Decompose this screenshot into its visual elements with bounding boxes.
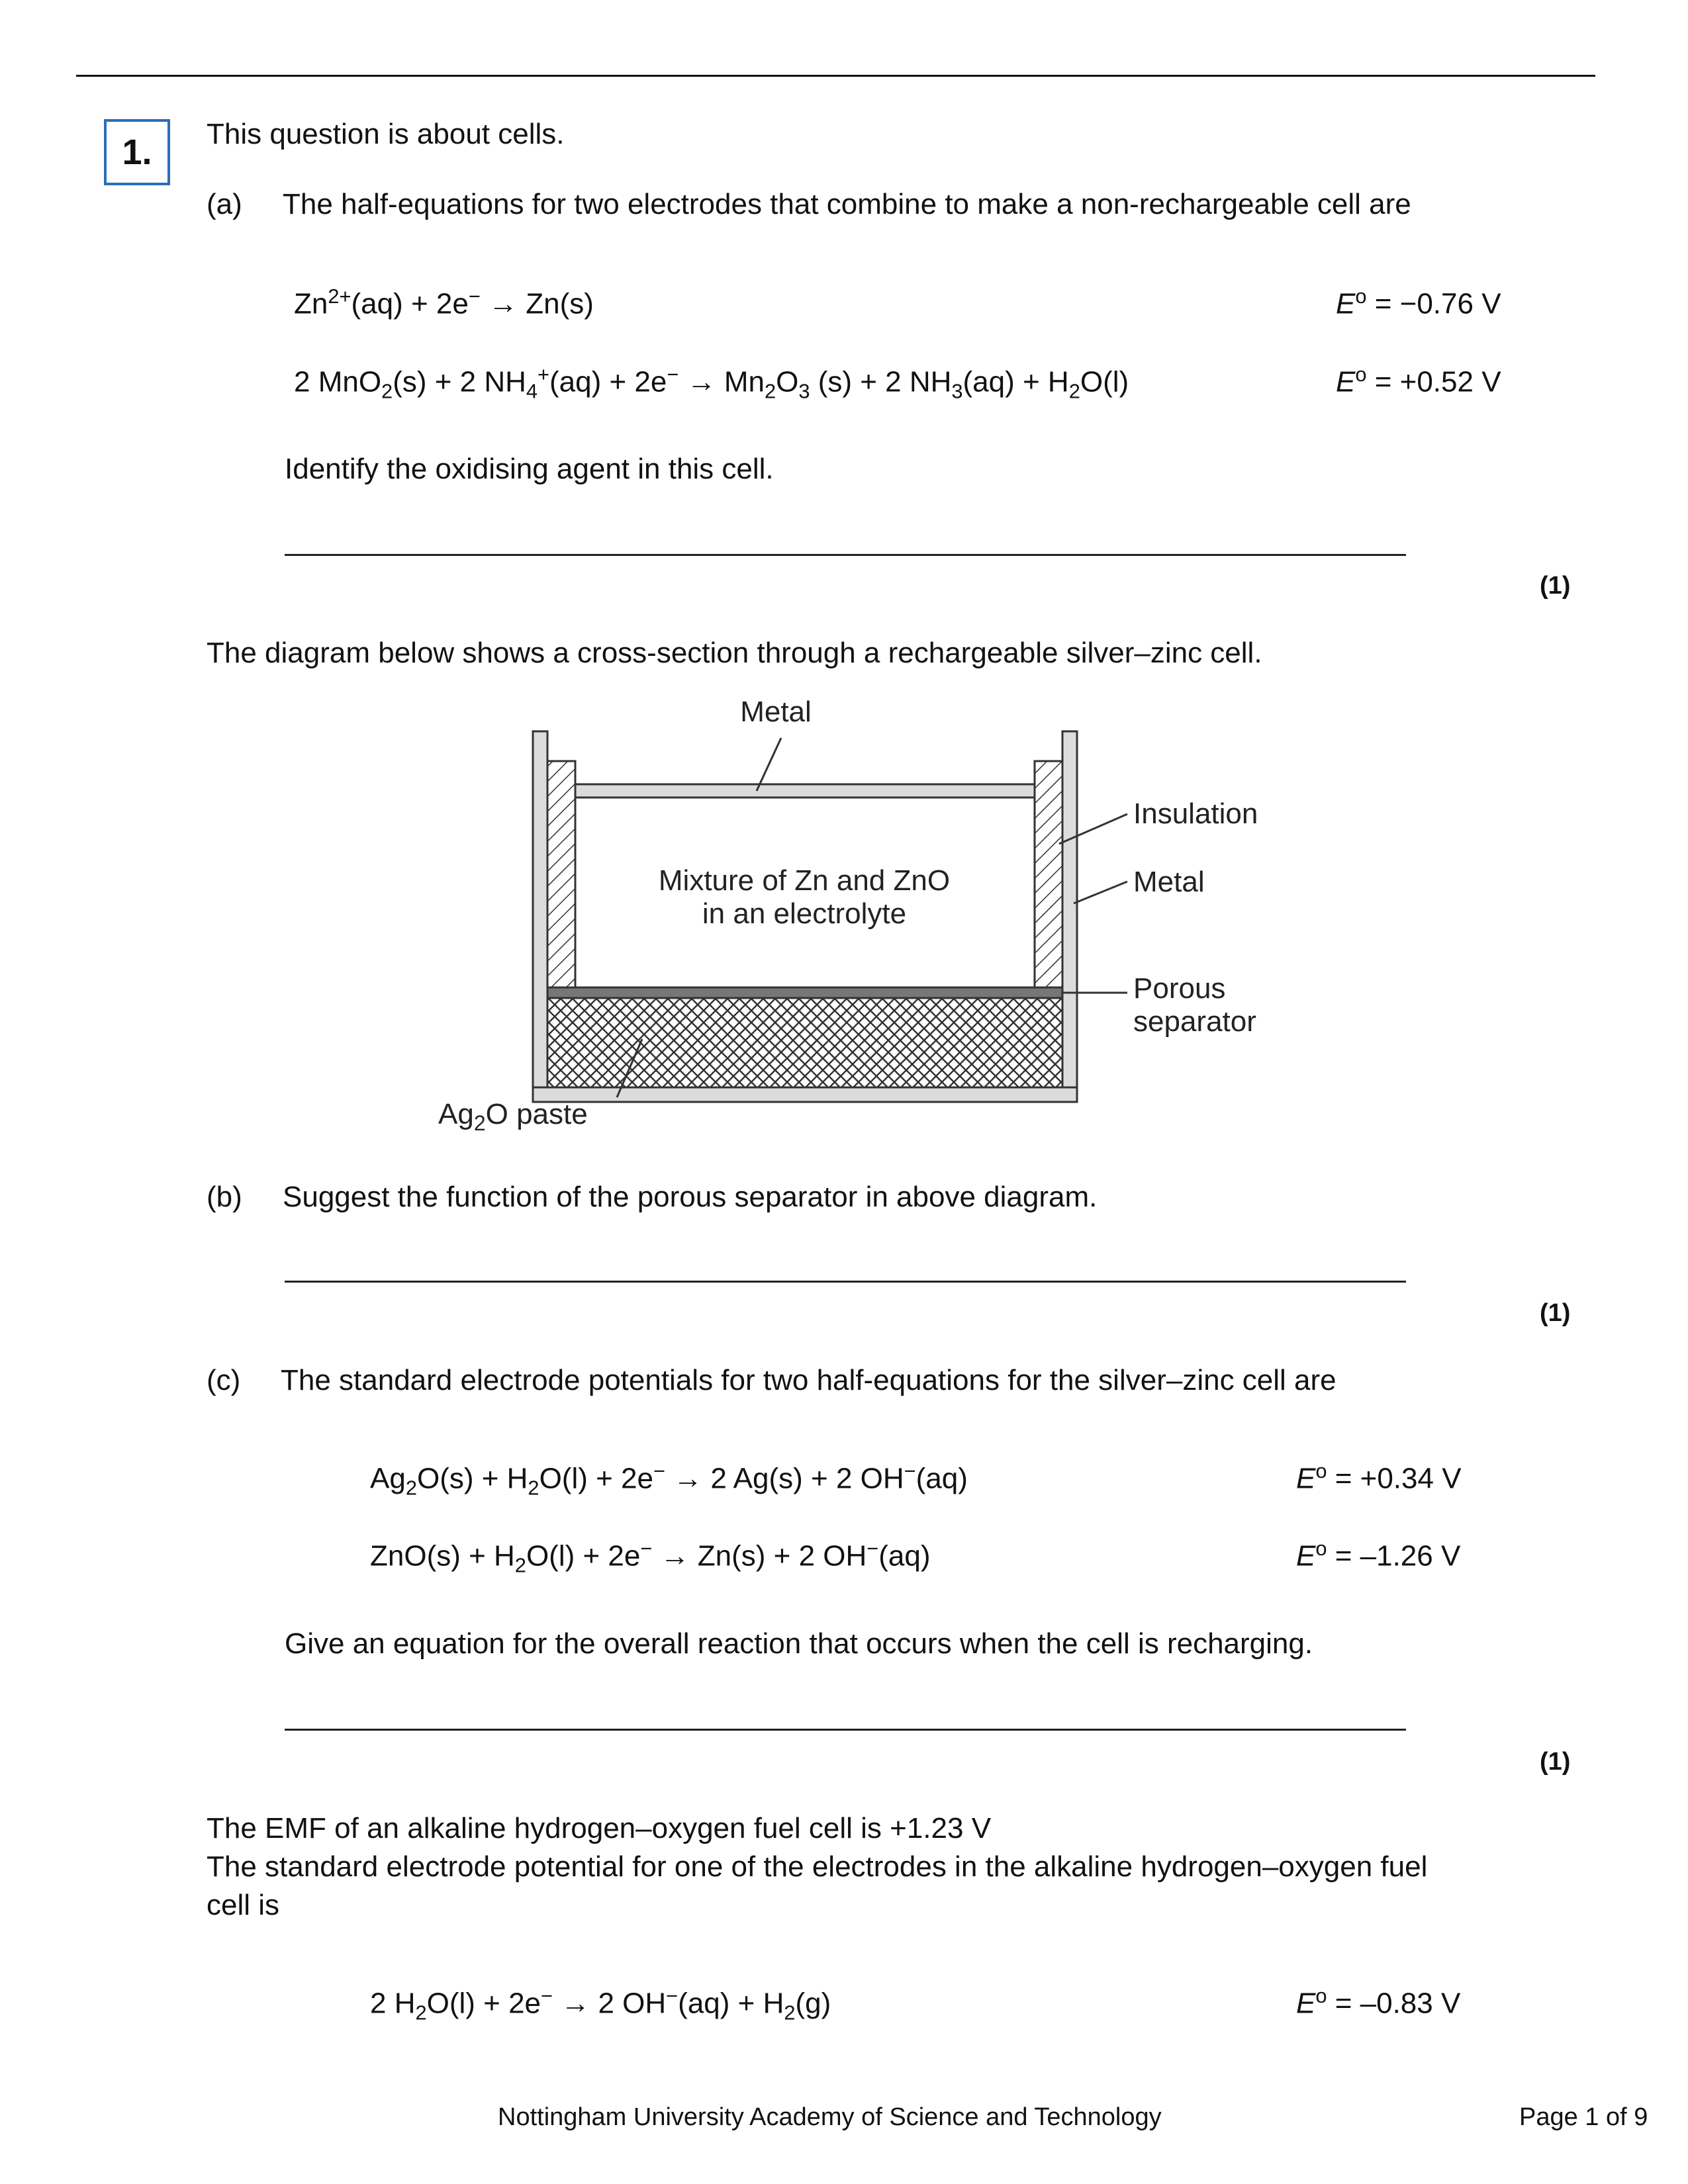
part-a-marks: (1) (1540, 572, 1571, 600)
part-a-equation-1: $Zn^{2+}(aq) + 2e^- \to Zn(s)$ (294, 285, 594, 320)
part-c-equation-1: $Ag_2O(s) + H_2O(l) + 2e^- \to 2$ Ag(s) + 2 OH−(aq) (370, 1459, 968, 1500)
part-a-label: (a) (207, 188, 242, 220)
top-metal-plate (575, 784, 1035, 797)
ag2o-paste (547, 998, 1062, 1087)
fuel-cell-line-1: The EMF of an alkaline hydrogen–oxygen fuel cell is +1.23 V (207, 1812, 992, 1844)
part-c-equation-2: $ZnO(s) + H_2O(l) + 2e^- \to Zn(s) + 2$ OH−(aq) (370, 1537, 931, 1577)
label-metal-side: Metal (1133, 866, 1205, 898)
label-insulation: Insulation (1133, 797, 1258, 830)
fuel-cell-potential: $E^o = -0.83$ V (1296, 1984, 1461, 2020)
part-a-text: The half-equations for two electrodes that combine to make a non-rechargeable cell are (283, 188, 1411, 220)
label-mixture-line2: in an electrolyte (702, 897, 907, 930)
insulation-left (547, 761, 575, 987)
part-b-label: (b) (207, 1181, 242, 1213)
part-a-equation-2: 2 MnO$_2$(s) + 2 $NH_4^+(aq) + 2e^- \to Mn_2O_3$ (s) + 2 $NH_3(aq) + H_2O(l)$ (294, 363, 1129, 403)
label-porous: Porous (1133, 972, 1226, 1005)
part-a-potential-2: $E^o = +0.52$ V (1336, 363, 1501, 398)
part-c-potential-2: $E^o = -1.26$ V (1296, 1537, 1461, 1572)
part-a-prompt: Identify the oxidising agent in this cell. (285, 453, 774, 485)
footer-institution: Nottingham University Academy of Science and Technology (498, 2103, 1162, 2131)
fuel-cell-line-3: cell is (207, 1889, 280, 1921)
part-a-potential-1: $E^o = -0.76$ V (1336, 285, 1501, 320)
diagram-intro: The diagram below shows a cross-section through a rechargeable silver–zinc cell. (207, 637, 1262, 669)
question-number: 1. (122, 132, 152, 172)
part-c-potential-1: $E^o = +0.34$ V (1296, 1459, 1462, 1495)
part-b-marks: (1) (1540, 1299, 1571, 1327)
top-rule (76, 75, 1595, 77)
part-b-text: Suggest the function of the porous separator in above diagram. (283, 1181, 1098, 1213)
part-c-marks: (1) (1540, 1748, 1571, 1776)
part-c-answer-line[interactable] (285, 1729, 1406, 1731)
insulation-right (1035, 761, 1062, 987)
label-mixture-line1: Mixture of Zn and ZnO (658, 864, 951, 897)
part-a-answer-line[interactable] (285, 554, 1406, 556)
question-intro: This question is about cells. (207, 118, 565, 150)
part-c-label: (c) (207, 1364, 241, 1396)
footer-page-number: Page 1 of 9 (1519, 2103, 1648, 2131)
part-c-text: The standard electrode potentials for two half-equations for the silver–zinc cell are (281, 1364, 1336, 1396)
part-b-answer-line[interactable] (285, 1281, 1406, 1283)
fuel-cell-equation: 2 $H_2O(l) + 2e^- \to 2$ $OH^-(aq) + H_2(g)$ (370, 1984, 831, 2025)
label-ag2o-paste: $Ag_2O$ paste (438, 1098, 588, 1135)
part-c-prompt: Give an equation for the overall reaction that occurs when the cell is recharging. (285, 1627, 1313, 1660)
label-separator: separator (1133, 1005, 1256, 1038)
silver-zinc-cell-diagram (424, 695, 1297, 1152)
label-metal-top: Metal (740, 696, 812, 728)
question-number-box (104, 119, 170, 185)
fuel-cell-line-2: The standard electrode potential for one of the electrodes in the alkaline hydrogen–oxygen fuel (207, 1850, 1428, 1883)
porous-separator (547, 987, 1062, 998)
